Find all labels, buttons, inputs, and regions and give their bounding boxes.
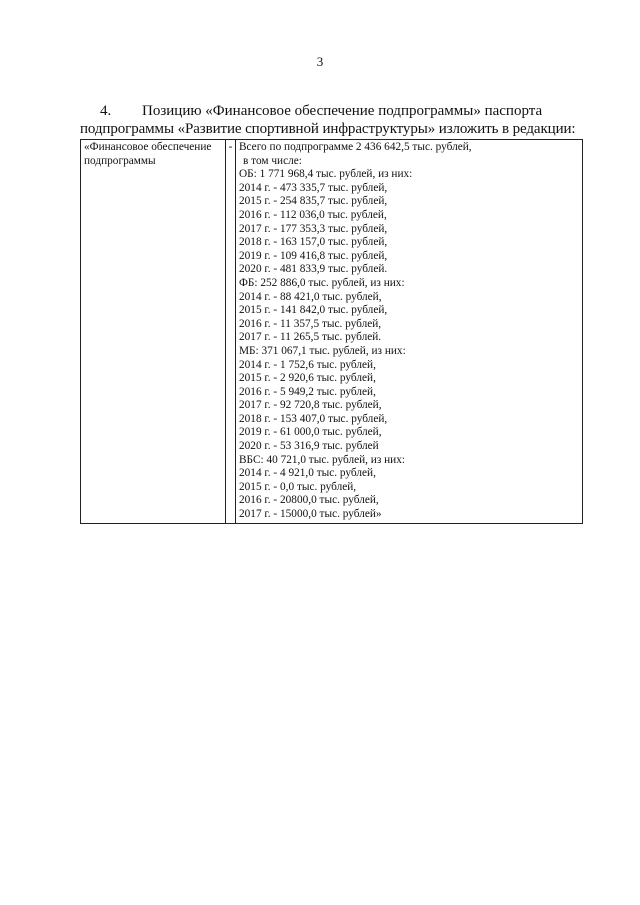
table-row	[81, 140, 583, 524]
value-line: 2015 г. - 141 842,0 тыс. рублей,	[239, 304, 388, 317]
value-line: ВБС: 40 721,0 тыс. рублей, из них:	[239, 453, 406, 466]
value-line: 2020 г. - 481 833,9 тыс. рублей.	[239, 263, 388, 276]
value-line: 2015 г. - 0,0 тыс. рублей,	[239, 480, 357, 493]
value-line: 2016 г. - 20800,0 тыс. рублей,	[239, 494, 379, 507]
paragraph-number: 4.	[100, 103, 112, 119]
value-line: в том числе:	[243, 154, 302, 167]
value-line: ОБ: 1 771 968,4 тыс. рублей, из них:	[239, 168, 413, 181]
value-line: 2018 г. - 153 407,0 тыс. рублей,	[239, 412, 388, 425]
value-line: 2017 г. - 15000,0 тыс. рублей»	[239, 508, 382, 521]
value-line: 2014 г. - 88 421,0 тыс. рублей,	[239, 290, 382, 303]
amendment-paragraph	[80, 102, 580, 138]
paragraph-line-2: подпрограммы «Развитие спортивной инфраструктуры» изложить в редакции:	[80, 121, 576, 137]
value-line: 2016 г. - 112 036,0 тыс. рублей,	[239, 208, 387, 221]
page-number: 3	[316, 54, 324, 69]
value-line: 2014 г. - 1 752,6 тыс. рублей,	[239, 358, 376, 371]
paragraph-line-1	[80, 102, 580, 120]
dash-cell: -	[226, 140, 236, 524]
value-line: 2014 г. - 4 921,0 тыс. рублей,	[239, 467, 376, 480]
value-line: 2020 г. - 53 316,9 тыс. рублей	[239, 440, 379, 453]
value-line: 2017 г. - 11 265,5 тыс. рублей.	[239, 331, 382, 344]
value-line: 2017 г. - 177 353,3 тыс. рублей,	[239, 222, 388, 235]
value-line: 2019 г. - 61 000,0 тыс. рублей,	[239, 426, 382, 439]
value-line: МБ: 371 067,1 тыс. рублей, из них:	[239, 344, 406, 357]
value-line: 2017 г. - 92 720,8 тыс. рублей,	[239, 399, 382, 412]
label-cell	[81, 140, 226, 524]
label-line: подпрограммы	[84, 154, 156, 167]
value-line: 2015 г. - 2 920,6 тыс. рублей,	[239, 372, 376, 385]
value-line: 2016 г. - 11 357,5 тыс. рублей,	[239, 317, 382, 330]
value-line: 2016 г. - 5 949,2 тыс. рублей,	[239, 385, 376, 398]
value-line: ФБ: 252 886,0 тыс. рублей, из них:	[239, 276, 405, 289]
passport-table	[80, 139, 583, 524]
value-line: 2015 г. - 254 835,7 тыс. рублей,	[239, 195, 388, 208]
value-line: 2019 г. - 109 416,8 тыс. рублей,	[239, 249, 388, 262]
value-line: Всего по подпрограмме 2 436 642,5 тыс. рублей,	[239, 141, 472, 153]
value-line: 2014 г. - 473 335,7 тыс. рублей,	[239, 181, 388, 194]
paragraph-text-1: Позицию «Финансовое обеспечение подпрограммы» паспорта	[142, 103, 543, 119]
label-line: «Финансовое обеспечение	[84, 141, 212, 153]
value-cell	[236, 140, 583, 524]
value-line: 2018 г. - 163 157,0 тыс. рублей,	[239, 236, 388, 249]
